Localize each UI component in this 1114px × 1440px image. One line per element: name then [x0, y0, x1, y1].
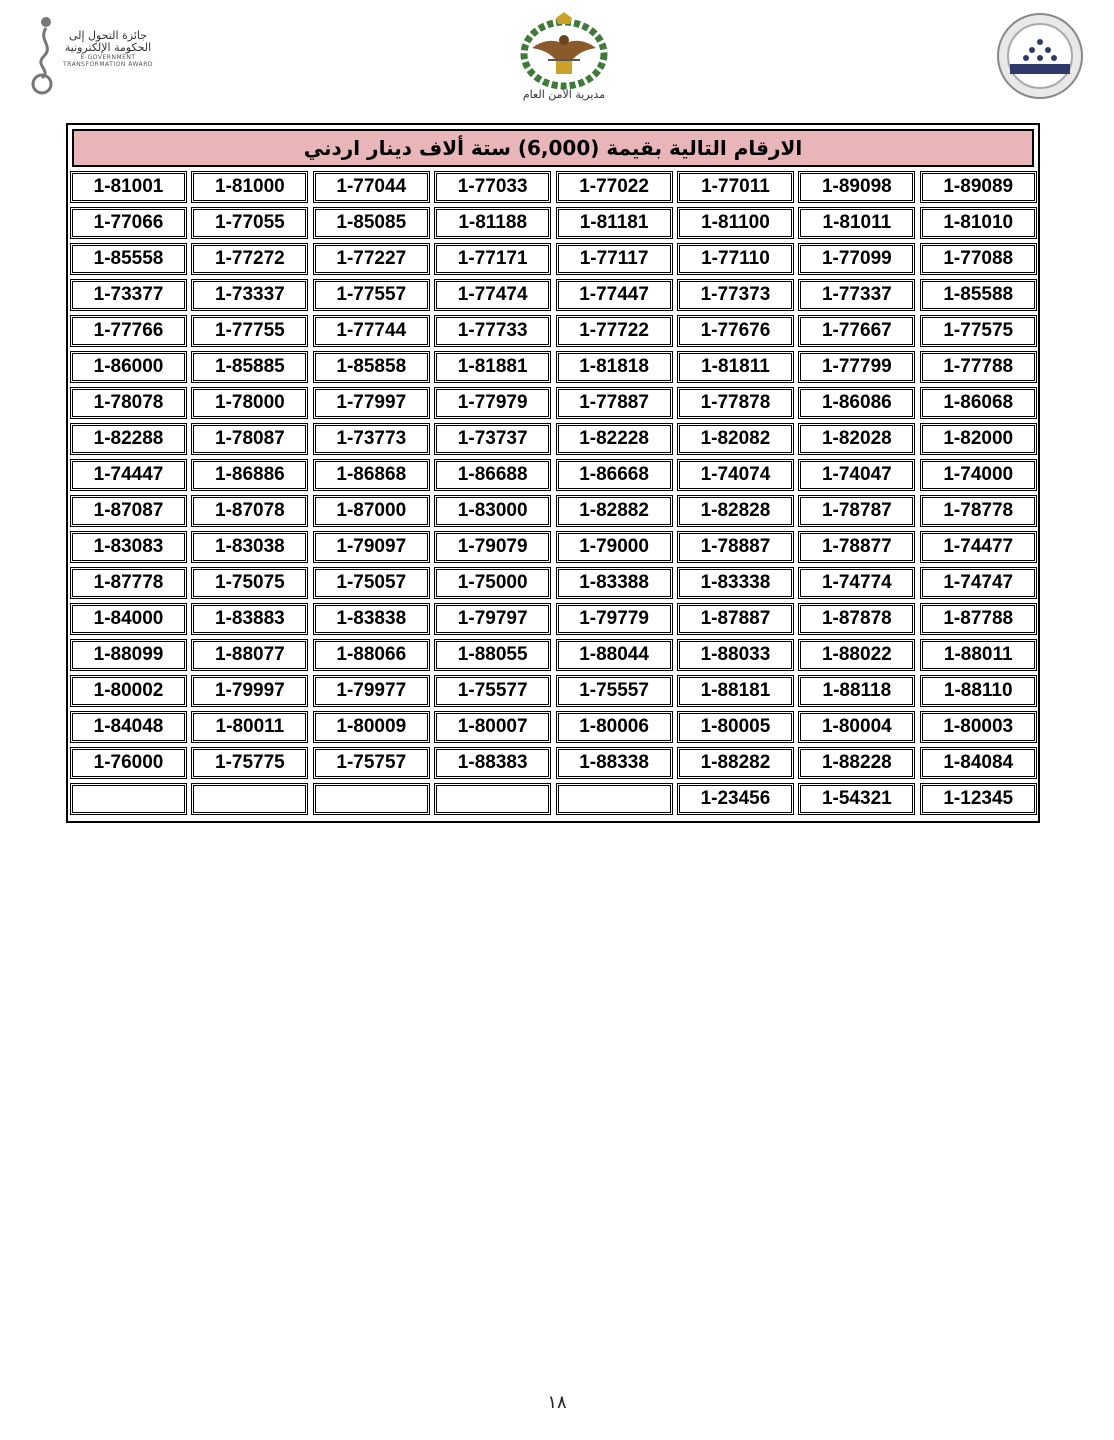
table-cell: 1-88055 — [434, 639, 551, 671]
emblem-caption: مديرية الأمن العام — [522, 88, 606, 101]
public-security-emblem — [512, 10, 616, 102]
table-cell: 1-86086 — [798, 387, 915, 419]
eagle-crest-icon — [512, 10, 616, 90]
table-cell: 1-88338 — [556, 747, 673, 779]
table-cell: 1-86688 — [434, 459, 551, 491]
table-cell: 1-75557 — [556, 675, 673, 707]
table-cell: 1-88118 — [798, 675, 915, 707]
table-cell: 1-79977 — [313, 675, 430, 707]
table-cell: 1-77337 — [798, 279, 915, 311]
table-cell: 1-89089 — [920, 171, 1037, 203]
table-cell: 1-85085 — [313, 207, 430, 239]
table-cell: 1-75757 — [313, 747, 430, 779]
table-cell: 1-88228 — [798, 747, 915, 779]
table-cell — [70, 783, 187, 815]
table-cell: 1-86000 — [70, 351, 187, 383]
table-cell: 1-86668 — [556, 459, 673, 491]
table-cell: 1-77272 — [191, 243, 308, 275]
table-cell: 1-82828 — [677, 495, 794, 527]
table-cell: 1-87887 — [677, 603, 794, 635]
table-cell: 1-83883 — [191, 603, 308, 635]
table-cell: 1-77733 — [434, 315, 551, 347]
table-cell: 1-54321 — [798, 783, 915, 815]
table-cell: 1-78000 — [191, 387, 308, 419]
table-cell: 1-78787 — [798, 495, 915, 527]
table-cell: 1-80003 — [920, 711, 1037, 743]
table-cell: 1-87878 — [798, 603, 915, 635]
award-line-3: E-GOVERNMENT — [80, 54, 136, 61]
table-cell: 1-80011 — [191, 711, 308, 743]
table-cell: 1-79997 — [191, 675, 308, 707]
table-cell — [434, 783, 551, 815]
table-cell: 1-88066 — [313, 639, 430, 671]
table-cell: 1-77878 — [677, 387, 794, 419]
seal-of-excellence-logo — [996, 12, 1084, 100]
table-cell: 1-79097 — [313, 531, 430, 563]
table-cell: 1-83838 — [313, 603, 430, 635]
table-cell: 1-88181 — [677, 675, 794, 707]
table-cell: 1-76000 — [70, 747, 187, 779]
table-cell: 1-79079 — [434, 531, 551, 563]
table-cell: 1-86868 — [313, 459, 430, 491]
award-line-1: جائزة التحول إلى — [68, 29, 148, 42]
table-cell: 1-83388 — [556, 567, 673, 599]
table-cell: 1-89098 — [798, 171, 915, 203]
table-cell: 1-82288 — [70, 423, 187, 455]
table-cell: 1-75577 — [434, 675, 551, 707]
table-cell: 1-81181 — [556, 207, 673, 239]
table-cell: 1-77227 — [313, 243, 430, 275]
table-cell: 1-85558 — [70, 243, 187, 275]
table-cell: 1-73737 — [434, 423, 551, 455]
table-cell: 1-81881 — [434, 351, 551, 383]
table-cell: 1-75000 — [434, 567, 551, 599]
table-cell: 1-77088 — [920, 243, 1037, 275]
table-cell: 1-77171 — [434, 243, 551, 275]
table-cell: 1-77055 — [191, 207, 308, 239]
table-cell: 1-77744 — [313, 315, 430, 347]
table-cell: 1-73773 — [313, 423, 430, 455]
table-cell: 1-88383 — [434, 747, 551, 779]
table-cell: 1-75775 — [191, 747, 308, 779]
table-cell: 1-85588 — [920, 279, 1037, 311]
table-cell: 1-81000 — [191, 171, 308, 203]
table-cell: 1-88022 — [798, 639, 915, 671]
page-number: ١٨ — [547, 1392, 567, 1413]
numbers-table — [70, 171, 1036, 815]
table-cell: 1-74447 — [70, 459, 187, 491]
table-cell: 1-77099 — [798, 243, 915, 275]
table-cell: 1-77799 — [798, 351, 915, 383]
table-cell: 1-84084 — [920, 747, 1037, 779]
table-cell: 1-82000 — [920, 423, 1037, 455]
table-cell: 1-86068 — [920, 387, 1037, 419]
table-cell: 1-77022 — [556, 171, 673, 203]
table-cell: 1-74747 — [920, 567, 1037, 599]
table-cell: 1-77887 — [556, 387, 673, 419]
table-cell: 1-74074 — [677, 459, 794, 491]
table-cell: 1-77011 — [677, 171, 794, 203]
table-cell: 1-78087 — [191, 423, 308, 455]
table-cell: 1-88011 — [920, 639, 1037, 671]
table-cell: 1-81188 — [434, 207, 551, 239]
table-title: الارقام التالية بقيمة (6,000) ستة ألاف دينار اردني — [72, 129, 1034, 167]
table-cell: 1-88282 — [677, 747, 794, 779]
table-cell: 1-88110 — [920, 675, 1037, 707]
award-line-4: TRANSFORMATION AWARD — [63, 61, 153, 68]
table-cell: 1-79000 — [556, 531, 673, 563]
table-cell: 1-81818 — [556, 351, 673, 383]
table-cell: 1-79779 — [556, 603, 673, 635]
table-cell: 1-73337 — [191, 279, 308, 311]
table-cell: 1-77033 — [434, 171, 551, 203]
table-cell: 1-88077 — [191, 639, 308, 671]
table-cell: 1-88099 — [70, 639, 187, 671]
table-cell: 1-81001 — [70, 171, 187, 203]
table-cell: 1-82882 — [556, 495, 673, 527]
table-cell: 1-77722 — [556, 315, 673, 347]
table-cell: 1-84048 — [70, 711, 187, 743]
table-cell: 1-12345 — [920, 783, 1037, 815]
table-cell: 1-74774 — [798, 567, 915, 599]
table-cell: 1-87087 — [70, 495, 187, 527]
table-cell: 1-23456 — [677, 783, 794, 815]
table-cell: 1-83038 — [191, 531, 308, 563]
seal-icon — [996, 12, 1084, 100]
table-cell: 1-81100 — [677, 207, 794, 239]
table-cell: 1-77557 — [313, 279, 430, 311]
table-cell: 1-77788 — [920, 351, 1037, 383]
table-cell: 1-78877 — [798, 531, 915, 563]
table-cell: 1-77575 — [920, 315, 1037, 347]
table-cell: 1-83083 — [70, 531, 187, 563]
table-cell: 1-83338 — [677, 567, 794, 599]
table-cell: 1-74477 — [920, 531, 1037, 563]
table-cell: 1-87078 — [191, 495, 308, 527]
table-cell: 1-77066 — [70, 207, 187, 239]
table-cell — [313, 783, 430, 815]
table-cell: 1-81811 — [677, 351, 794, 383]
award-line-2: الحكومة الإلكترونية — [64, 41, 152, 54]
table-cell: 1-81011 — [798, 207, 915, 239]
table-cell: 1-81010 — [920, 207, 1037, 239]
table-cell: 1-84000 — [70, 603, 187, 635]
table-cell: 1-87778 — [70, 567, 187, 599]
table-cell: 1-77110 — [677, 243, 794, 275]
table-cell: 1-86886 — [191, 459, 308, 491]
table-cell: 1-79797 — [434, 603, 551, 635]
table-cell: 1-80007 — [434, 711, 551, 743]
table-cell: 1-75057 — [313, 567, 430, 599]
table-cell: 1-77667 — [798, 315, 915, 347]
table-cell: 1-80004 — [798, 711, 915, 743]
table-cell: 1-85885 — [191, 351, 308, 383]
table-cell: 1-75075 — [191, 567, 308, 599]
table-cell: 1-85858 — [313, 351, 430, 383]
table-cell: 1-73377 — [70, 279, 187, 311]
table-cell: 1-77373 — [677, 279, 794, 311]
table-cell: 1-78887 — [677, 531, 794, 563]
table-cell: 1-74000 — [920, 459, 1037, 491]
table-cell: 1-82228 — [556, 423, 673, 455]
table-cell: 1-88044 — [556, 639, 673, 671]
table-cell: 1-77117 — [556, 243, 673, 275]
table-cell: 1-78778 — [920, 495, 1037, 527]
table-cell: 1-87000 — [313, 495, 430, 527]
table-cell: 1-77474 — [434, 279, 551, 311]
table-cell: 1-78078 — [70, 387, 187, 419]
table-cell: 1-80006 — [556, 711, 673, 743]
table-cell: 1-77979 — [434, 387, 551, 419]
table-cell: 1-80009 — [313, 711, 430, 743]
table-cell: 1-77997 — [313, 387, 430, 419]
table-cell: 1-82028 — [798, 423, 915, 455]
e-government-award-logo — [28, 12, 153, 98]
table-cell: 1-83000 — [434, 495, 551, 527]
table-cell: 1-74047 — [798, 459, 915, 491]
table-cell: 1-77766 — [70, 315, 187, 347]
table-cell: 1-88033 — [677, 639, 794, 671]
table-cell: 1-80005 — [677, 711, 794, 743]
table-cell: 1-77676 — [677, 315, 794, 347]
table-cell: 1-77755 — [191, 315, 308, 347]
table-cell — [191, 783, 308, 815]
table-cell: 1-80002 — [70, 675, 187, 707]
table-cell: 1-87788 — [920, 603, 1037, 635]
table-cell: 1-77044 — [313, 171, 430, 203]
table-cell — [556, 783, 673, 815]
table-cell: 1-82082 — [677, 423, 794, 455]
table-cell: 1-77447 — [556, 279, 673, 311]
